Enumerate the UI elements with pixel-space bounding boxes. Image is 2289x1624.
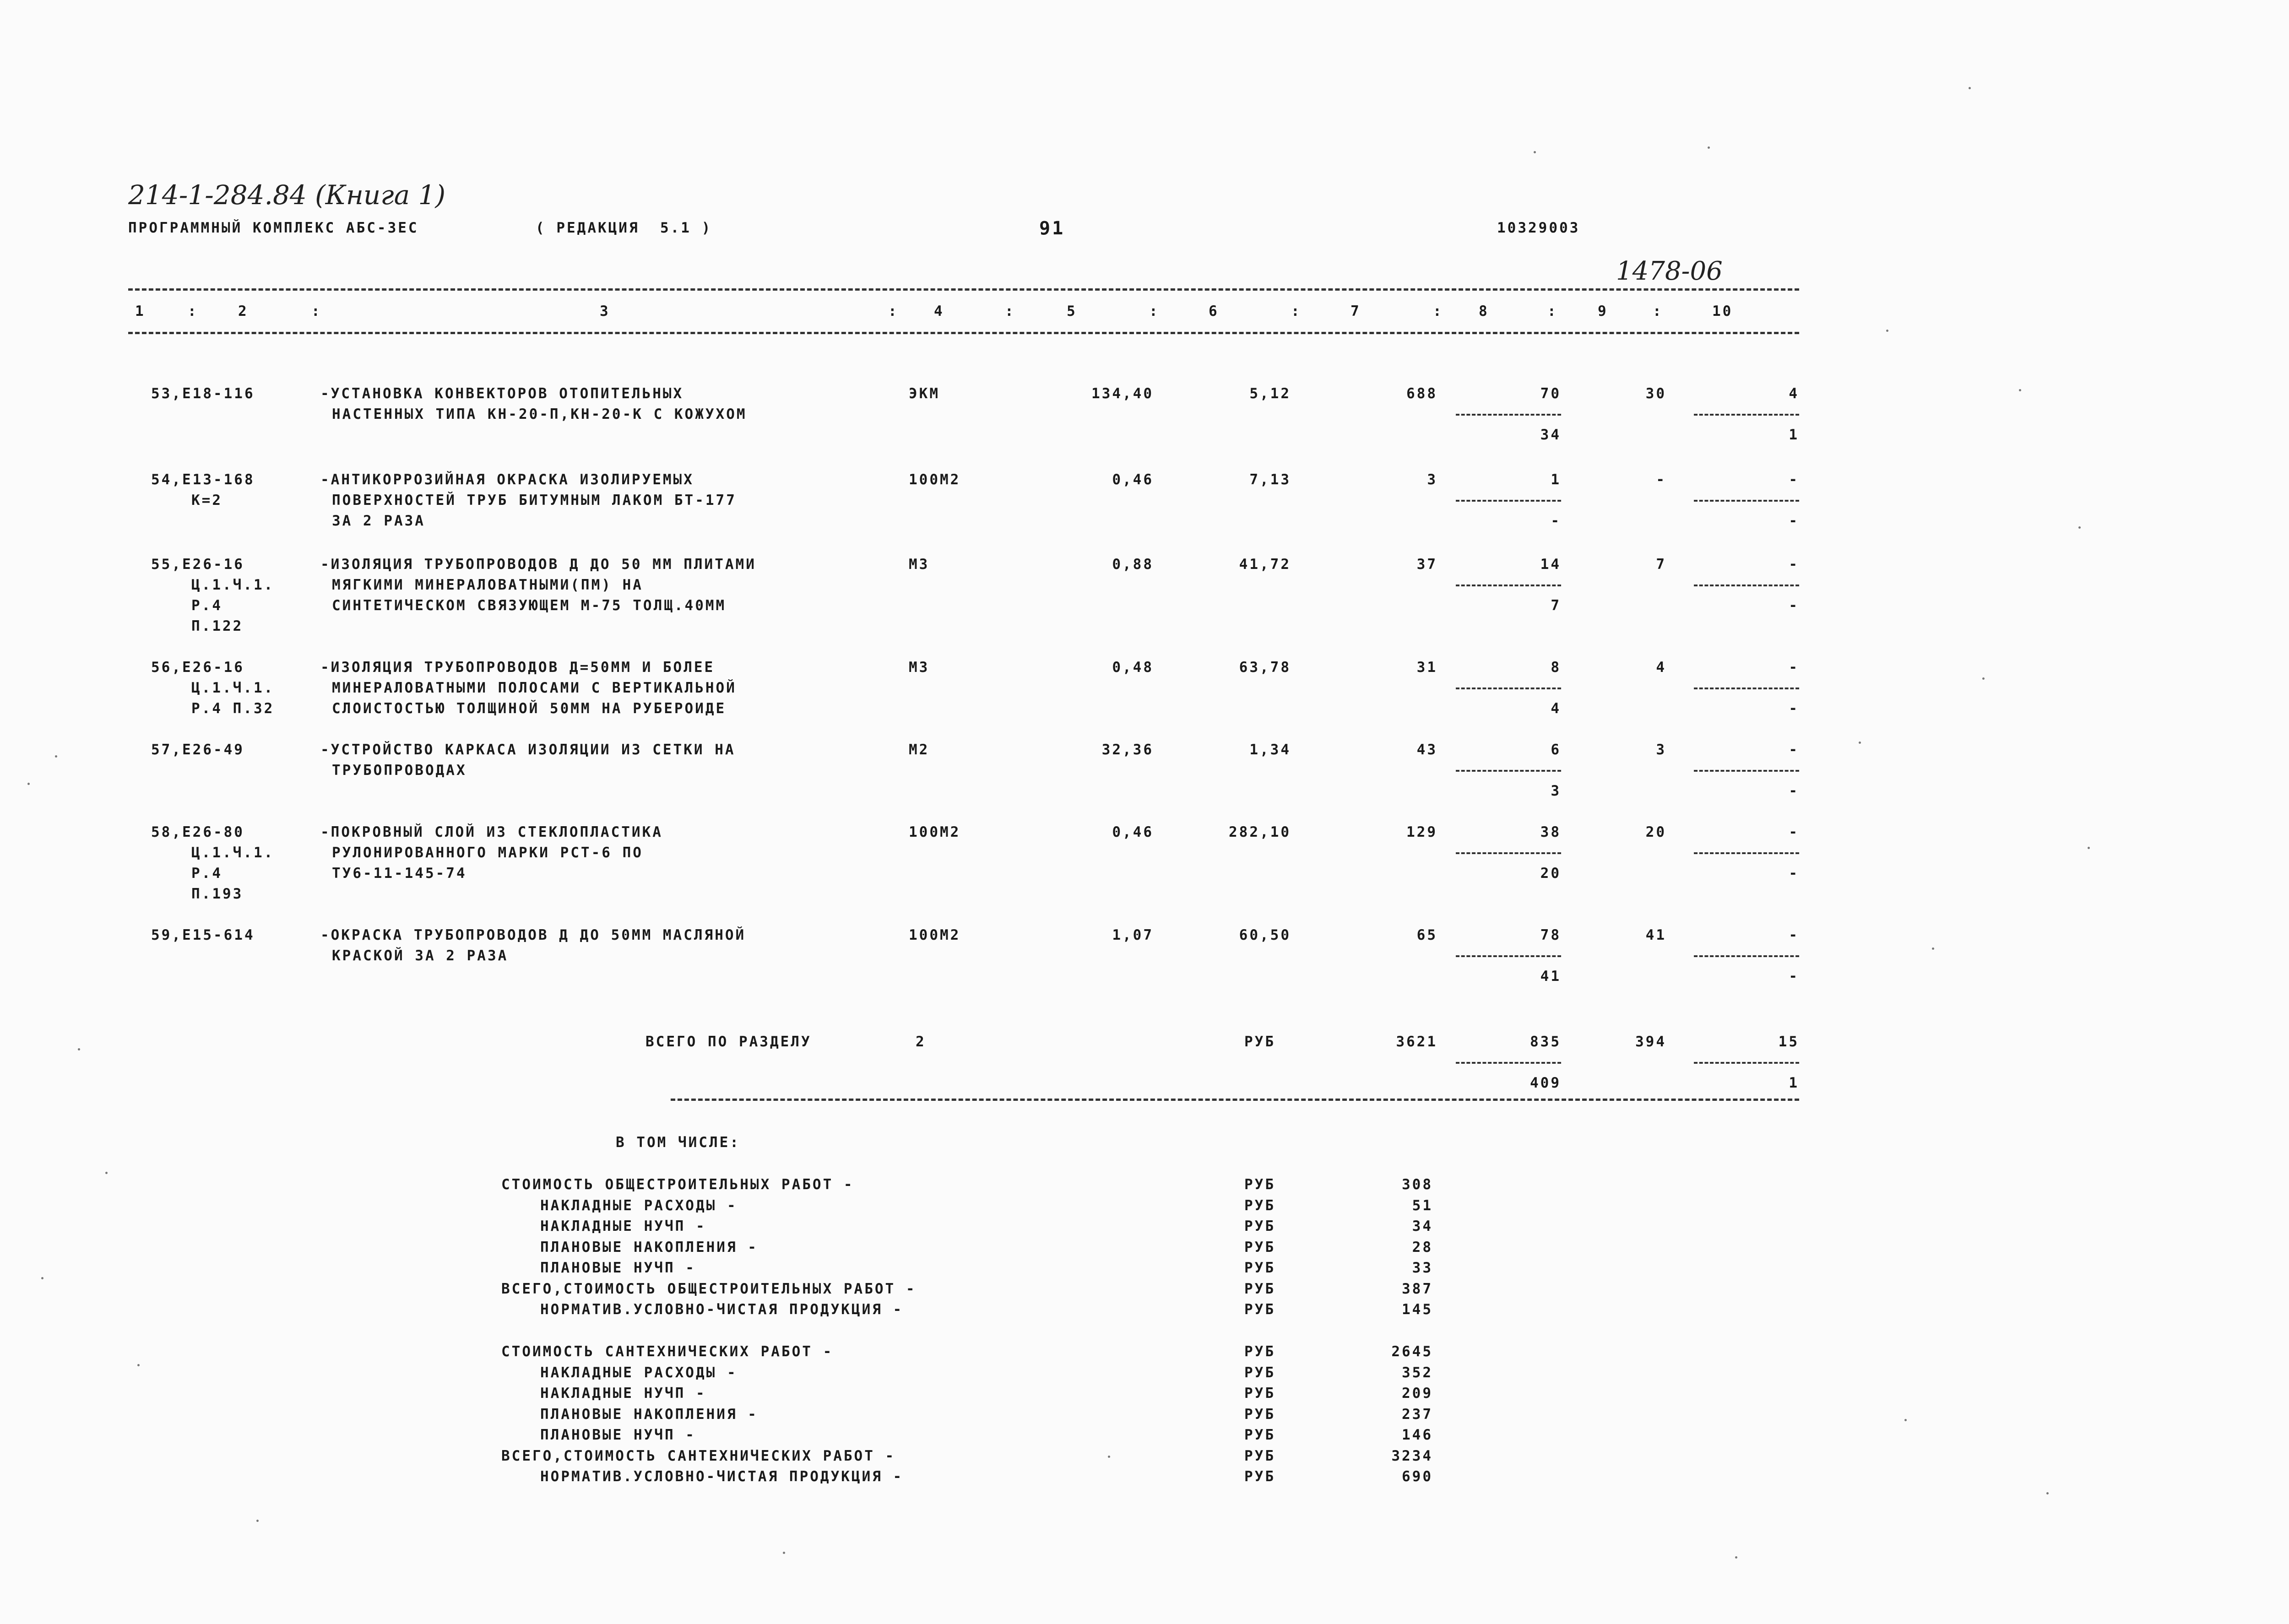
- page-number: 91: [1039, 218, 1065, 239]
- breakdown-item-label: ВСЕГО,СТОИМОСТЬ САНТЕХНИЧЕСКИХ РАБОТ -: [501, 1447, 896, 1464]
- scan-speck: [1982, 677, 1985, 680]
- row-col10-bottom: -: [1789, 783, 1799, 799]
- section-total-col8-top: 835: [1530, 1034, 1561, 1050]
- row-number-code: 55,Е26-16: [151, 556, 244, 573]
- program-title: ПРОГРАММНЫЙ КОМПЛЕКС АБС-3ЕС: [128, 220, 419, 236]
- edition-label: ( РЕДАКЦИЯ 5.1 ): [536, 220, 712, 236]
- breakdown-item-label: НОРМАТИВ.УСЛОВНО-ЧИСТАЯ ПРОДУКЦИЯ -: [540, 1468, 904, 1485]
- row-col8-bottom: 3: [1551, 783, 1561, 799]
- row-col9: 20: [1645, 824, 1666, 840]
- row-code-note: Р.4 П.32: [191, 700, 275, 717]
- row-col10-top: -: [1789, 824, 1799, 840]
- handwritten-document-code: 214-1-284.84 (Книга 1): [128, 179, 446, 211]
- row-description-line: -АНТИКОРРОЗИЙНАЯ ОКРАСКА ИЗОЛИРУЕМЫХ: [320, 471, 694, 488]
- scan-speck: [137, 1364, 140, 1366]
- breakdown-item-label: ПЛАНОВЫЕ НАКОПЛЕНИЯ -: [540, 1406, 758, 1423]
- row-col10-top: -: [1789, 927, 1799, 943]
- row-col8-bottom: 4: [1551, 700, 1561, 717]
- handwritten-reference: 1478-06: [1616, 256, 1723, 286]
- row-col8-bottom: 7: [1551, 597, 1561, 614]
- row-code-note: К=2: [191, 492, 222, 509]
- row-quantity: 1,07: [1112, 927, 1154, 943]
- row-description-line: -ПОКРОВНЫЙ СЛОЙ ИЗ СТЕКЛОПЛАСТИКА: [320, 824, 663, 840]
- row-col10-rule: [1694, 500, 1799, 502]
- scan-speck: [1859, 742, 1861, 744]
- row-col8-rule: [1456, 500, 1561, 502]
- row-unit-price: 7,13: [1249, 471, 1291, 488]
- column-header-1: 1: [135, 303, 146, 319]
- row-description-line: МЯГКИМИ МИНЕРАЛОВАТНЫМИ(ПМ) НА: [332, 577, 643, 593]
- row-total-cost: 31: [1416, 659, 1437, 676]
- scan-speck: [1534, 151, 1536, 153]
- breakdown-item-value: 146: [1402, 1427, 1433, 1443]
- breakdown-item-label: ВСЕГО,СТОИМОСТЬ ОБЩЕСТРОИТЕЛЬНЫХ РАБОТ -: [501, 1280, 917, 1297]
- breakdown-item-currency: РУБ: [1244, 1427, 1275, 1443]
- row-number-code: 54,Е13-168: [151, 471, 255, 488]
- column-header-6: 6: [1209, 303, 1219, 319]
- row-number-code: 56,Е26-16: [151, 659, 244, 676]
- row-description-line: МИНЕРАЛОВАТНЫМИ ПОЛОСАМИ С ВЕРТИКАЛЬНОЙ: [332, 680, 737, 696]
- row-total-cost: 129: [1406, 824, 1437, 840]
- row-col8-bottom: 41: [1540, 968, 1561, 985]
- row-number-code: 59,Е15-614: [151, 927, 255, 943]
- row-col8-bottom: -: [1551, 513, 1561, 529]
- row-description-line: -ОКРАСКА ТРУБОПРОВОДОВ Д ДО 50ММ МАСЛЯНОЙ: [320, 927, 746, 943]
- breakdown-item-value: 2645: [1391, 1343, 1433, 1360]
- row-number-code: 57,Е26-49: [151, 742, 244, 758]
- column-header-3: 3: [600, 303, 610, 319]
- row-col8-rule: [1456, 585, 1561, 586]
- row-col8-top: 14: [1540, 556, 1561, 573]
- scan-speck: [1886, 330, 1888, 332]
- breakdown-item-currency: РУБ: [1244, 1447, 1275, 1464]
- row-quantity: 0,46: [1112, 824, 1154, 840]
- breakdown-item-label: НАКЛАДНЫЕ НУЧП -: [540, 1385, 706, 1402]
- scan-speck: [105, 1172, 108, 1174]
- row-col9: 41: [1645, 927, 1666, 943]
- scan-speck: [1904, 1419, 1907, 1421]
- row-col8-rule: [1456, 414, 1561, 416]
- row-col9: 7: [1656, 556, 1666, 573]
- row-quantity: 0,46: [1112, 471, 1154, 488]
- row-unit: 100М2: [909, 927, 961, 943]
- row-col10-bottom: 1: [1789, 427, 1799, 443]
- row-unit-price: 60,50: [1239, 927, 1291, 943]
- row-code-note: Ц.1.Ч.1.: [191, 680, 275, 696]
- column-separator: :: [311, 303, 322, 319]
- row-col8-top: 78: [1540, 927, 1561, 943]
- breakdown-item-label: ПЛАНОВЫЕ НУЧП -: [540, 1260, 696, 1276]
- scan-speck: [1708, 146, 1710, 149]
- row-col10-bottom: -: [1789, 597, 1799, 614]
- column-separator: :: [1291, 303, 1302, 319]
- breakdown-item-currency: РУБ: [1244, 1197, 1275, 1214]
- row-col10-rule: [1694, 852, 1799, 854]
- row-unit: М3: [909, 556, 930, 573]
- row-col8-rule: [1456, 955, 1561, 957]
- section-total-col8-rule: [1456, 1062, 1561, 1064]
- row-number-code: 53,Е18-116: [151, 385, 255, 402]
- column-header-4: 4: [934, 303, 944, 319]
- scan-speck: [55, 755, 57, 758]
- scan-speck: [1932, 947, 1934, 950]
- column-separator: :: [1005, 303, 1015, 319]
- header-bottom-rule: [128, 332, 1799, 334]
- row-unit: 100М2: [909, 471, 961, 488]
- row-col10-rule: [1694, 687, 1799, 689]
- row-col8-bottom: 20: [1540, 865, 1561, 882]
- column-header-9: 9: [1598, 303, 1608, 319]
- breakdown-item-currency: РУБ: [1244, 1260, 1275, 1276]
- scan-speck: [2078, 526, 2081, 529]
- row-col8-top: 6: [1551, 742, 1561, 758]
- row-quantity: 0,48: [1112, 659, 1154, 676]
- row-col8-rule: [1456, 687, 1561, 689]
- column-header-10: 10: [1712, 303, 1733, 319]
- breakdown-item-label: ПЛАНОВЫЕ НУЧП -: [540, 1427, 696, 1443]
- breakdown-item-value: 34: [1412, 1218, 1433, 1234]
- row-col9: 4: [1656, 659, 1666, 676]
- row-col9: -: [1656, 471, 1666, 488]
- breakdown-item-currency: РУБ: [1244, 1176, 1275, 1193]
- row-total-cost: 37: [1416, 556, 1437, 573]
- row-total-cost: 65: [1416, 927, 1437, 943]
- column-separator: :: [188, 303, 198, 319]
- breakdown-item-value: 209: [1402, 1385, 1433, 1402]
- breakdown-item-value: 308: [1402, 1176, 1433, 1193]
- breakdown-item-currency: РУБ: [1244, 1343, 1275, 1360]
- row-col8-top: 38: [1540, 824, 1561, 840]
- scan-speck: [1108, 1456, 1110, 1458]
- breakdown-item-label: СТОИМОСТЬ ОБЩЕСТРОИТЕЛЬНЫХ РАБОТ -: [501, 1176, 854, 1193]
- scan-speck: [256, 1520, 259, 1522]
- row-description-line: СЛОИСТОСТЬЮ ТОЛЩИНОЙ 50ММ НА РУБЕРОИДЕ: [332, 700, 727, 717]
- row-code-note: Р.4: [191, 597, 222, 614]
- row-quantity: 0,88: [1112, 556, 1154, 573]
- breakdown-item-label: НОРМАТИВ.УСЛОВНО-ЧИСТАЯ ПРОДУКЦИЯ -: [540, 1301, 904, 1318]
- row-unit: ЭКМ: [909, 385, 940, 402]
- row-col8-top: 1: [1551, 471, 1561, 488]
- row-col10-top: -: [1789, 742, 1799, 758]
- row-col10-top: -: [1789, 556, 1799, 573]
- row-col10-bottom: -: [1789, 968, 1799, 985]
- breakdown-item-currency: РУБ: [1244, 1280, 1275, 1297]
- row-description-line: СИНТЕТИЧЕСКОМ СВЯЗУЮЩЕМ М-75 ТОЛЩ.40ММ: [332, 597, 727, 614]
- row-total-cost: 3: [1427, 471, 1437, 488]
- row-quantity: 32,36: [1101, 742, 1154, 758]
- breakdown-item-label: НАКЛАДНЫЕ РАСХОДЫ -: [540, 1197, 738, 1214]
- column-header-7: 7: [1351, 303, 1361, 319]
- row-col10-top: -: [1789, 659, 1799, 676]
- row-unit: М3: [909, 659, 930, 676]
- row-unit-price: 5,12: [1249, 385, 1291, 402]
- breakdown-item-value: 352: [1402, 1364, 1433, 1381]
- column-header-5: 5: [1067, 303, 1077, 319]
- header-top-rule: [128, 288, 1799, 291]
- scan-speck: [1735, 1556, 1737, 1559]
- row-total-cost: 43: [1416, 742, 1437, 758]
- breakdown-item-value: 690: [1402, 1468, 1433, 1485]
- row-col10-bottom: -: [1789, 700, 1799, 717]
- row-code-note: Ц.1.Ч.1.: [191, 844, 275, 861]
- section-total-col10-rule: [1694, 1062, 1799, 1064]
- row-number-code: 58,Е26-80: [151, 824, 244, 840]
- row-col10-bottom: -: [1789, 513, 1799, 529]
- column-separator: :: [1433, 303, 1443, 319]
- section-total-amount: 3621: [1396, 1034, 1437, 1050]
- row-col10-rule: [1694, 770, 1799, 772]
- row-description-line: КРАСКОЙ ЗА 2 РАЗА: [332, 947, 509, 964]
- breakdown-item-value: 3234: [1391, 1447, 1433, 1464]
- row-code-note: П.193: [191, 886, 244, 902]
- row-col8-bottom: 34: [1540, 427, 1561, 443]
- row-description-line: ПОВЕРХНОСТЕЙ ТРУБ БИТУМНЫМ ЛАКОМ БТ-177: [332, 492, 737, 509]
- breakdown-item-value: 237: [1402, 1406, 1433, 1423]
- column-header-2: 2: [238, 303, 249, 319]
- section-total-currency: РУБ: [1244, 1034, 1275, 1050]
- column-header-8: 8: [1479, 303, 1489, 319]
- row-unit-price: 63,78: [1239, 659, 1291, 676]
- row-col10-top: -: [1789, 471, 1799, 488]
- row-col9: 3: [1656, 742, 1666, 758]
- breakdown-item-currency: РУБ: [1244, 1239, 1275, 1256]
- row-code-note: П.122: [191, 618, 244, 634]
- section-total-col8-bottom: 409: [1530, 1075, 1561, 1091]
- row-description-line: -ИЗОЛЯЦИЯ ТРУБОПРОВОДОВ Д=50ММ И БОЛЕЕ: [320, 659, 715, 676]
- document-number: 10329003: [1497, 220, 1580, 236]
- row-unit: 100М2: [909, 824, 961, 840]
- row-description-line: -УСТАНОВКА КОНВЕКТОРОВ ОТОПИТЕЛЬНЫХ: [320, 385, 684, 402]
- breakdown-item-value: 145: [1402, 1301, 1433, 1318]
- scan-speck: [783, 1552, 785, 1554]
- scan-speck: [78, 1048, 80, 1050]
- breakdown-item-currency: РУБ: [1244, 1364, 1275, 1381]
- row-description-line: ТУ6-11-145-74: [332, 865, 467, 882]
- row-unit-price: 1,34: [1249, 742, 1291, 758]
- scan-speck: [41, 1277, 43, 1279]
- column-separator: :: [1547, 303, 1558, 319]
- column-separator: :: [1653, 303, 1663, 319]
- row-code-note: Ц.1.Ч.1.: [191, 577, 275, 593]
- row-quantity: 134,40: [1091, 385, 1154, 402]
- breakdown-item-currency: РУБ: [1244, 1301, 1275, 1318]
- row-unit-price: 41,72: [1239, 556, 1291, 573]
- row-col8-top: 70: [1540, 385, 1561, 402]
- column-separator: :: [1149, 303, 1160, 319]
- breakdown-item-currency: РУБ: [1244, 1406, 1275, 1423]
- row-description-line: РУЛОНИРОВАННОГО МАРКИ РСТ-6 ПО: [332, 844, 643, 861]
- scan-speck: [27, 783, 30, 785]
- row-description-line: НАСТЕННЫХ ТИПА КН-20-П,КН-20-К С КОЖУХОМ: [332, 406, 747, 422]
- row-col10-rule: [1694, 414, 1799, 416]
- column-separator: :: [888, 303, 899, 319]
- row-description-line: -УСТРОЙСТВО КАРКАСА ИЗОЛЯЦИИ ИЗ СЕТКИ НА: [320, 742, 736, 758]
- section-total-unit: 2: [916, 1034, 926, 1050]
- section-total-rule: [671, 1099, 1799, 1101]
- breakdown-item-value: 51: [1412, 1197, 1433, 1214]
- row-col10-rule: [1694, 955, 1799, 957]
- scan-speck: [2019, 389, 2021, 391]
- row-col8-rule: [1456, 852, 1561, 854]
- section-total-label: ВСЕГО ПО РАЗДЕЛУ: [645, 1034, 812, 1050]
- row-description-line: -ИЗОЛЯЦИЯ ТРУБОПРОВОДОВ Д ДО 50 ММ ПЛИТАМИ: [320, 556, 756, 573]
- breakdown-item-currency: РУБ: [1244, 1468, 1275, 1485]
- row-description-line: ТРУБОПРОВОДАХ: [332, 762, 467, 779]
- breakdown-item-currency: РУБ: [1244, 1385, 1275, 1402]
- row-col10-top: 4: [1789, 385, 1799, 402]
- row-col10-rule: [1694, 585, 1799, 586]
- row-col8-top: 8: [1551, 659, 1561, 676]
- breakdown-item-value: 33: [1412, 1260, 1433, 1276]
- breakdown-item-value: 387: [1402, 1280, 1433, 1297]
- scan-speck: [2046, 1492, 2049, 1494]
- scan-speck: [2088, 847, 2090, 849]
- breakdown-item-label: НАКЛАДНЫЕ РАСХОДЫ -: [540, 1364, 738, 1381]
- breakdown-item-currency: РУБ: [1244, 1218, 1275, 1234]
- breakdown-item-label: ПЛАНОВЫЕ НАКОПЛЕНИЯ -: [540, 1239, 758, 1256]
- scan-speck: [1969, 87, 1971, 89]
- breakdown-item-label: НАКЛАДНЫЕ НУЧП -: [540, 1218, 706, 1234]
- row-description-line: ЗА 2 РАЗА: [332, 513, 425, 529]
- breakdown-item-label: СТОИМОСТЬ САНТЕХНИЧЕСКИХ РАБОТ -: [501, 1343, 834, 1360]
- row-col8-rule: [1456, 770, 1561, 772]
- row-unit-price: 282,10: [1229, 824, 1291, 840]
- row-total-cost: 688: [1406, 385, 1437, 402]
- breakdown-title: В ТОМ ЧИСЛЕ:: [616, 1134, 740, 1151]
- row-col9: 30: [1645, 385, 1666, 402]
- row-code-note: Р.4: [191, 865, 222, 882]
- section-total-col9: 394: [1635, 1034, 1666, 1050]
- row-col10-bottom: -: [1789, 865, 1799, 882]
- section-total-col10-bottom: 1: [1789, 1075, 1799, 1091]
- row-unit: М2: [909, 742, 930, 758]
- breakdown-item-value: 28: [1412, 1239, 1433, 1256]
- section-total-col10-top: 15: [1778, 1034, 1799, 1050]
